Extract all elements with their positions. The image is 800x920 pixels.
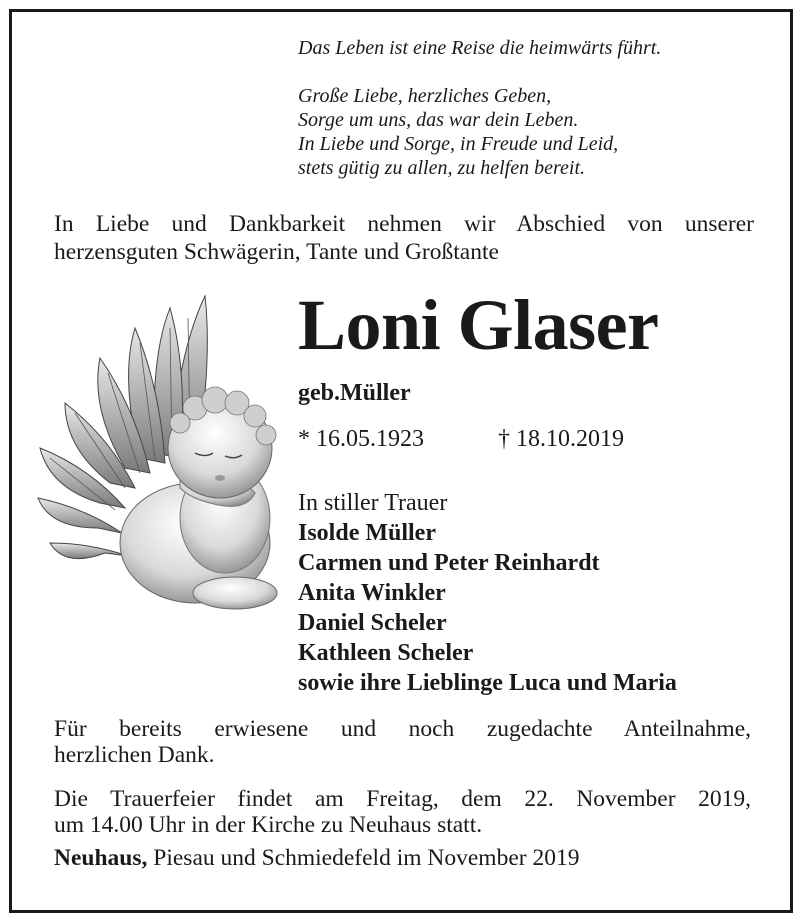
poem xyxy=(298,36,778,180)
angel-figure-icon xyxy=(30,288,292,618)
mourner-name: Kathleen Scheler xyxy=(298,640,474,666)
poem-line: In Liebe und Sorge, in Freude und Leid, xyxy=(298,133,619,155)
thanks-line: herzlichen Dank. xyxy=(54,742,215,768)
mourner-name: Carmen und Peter Reinhardt xyxy=(298,550,600,576)
mourner-name: Anita Winkler xyxy=(298,580,446,606)
intro-line: herzensguten Schwägerin, Tante und Großtante xyxy=(54,239,499,265)
poem-line: stets gütig zu allen, zu helfen bereit. xyxy=(298,157,586,179)
mourners-list xyxy=(298,488,768,698)
intro-line: In Liebe und Dankbarkeit nehmen wir Abschied von unserer xyxy=(54,211,754,237)
place-town: Neuhaus, xyxy=(54,845,148,871)
mourner-name: sowie ihre Lieblinge Luca und Maria xyxy=(298,670,677,696)
poem-line: Große Liebe, herzliches Geben, xyxy=(298,85,552,107)
service-line: um 14.00 Uhr in der Kirche zu Neuhaus statt. xyxy=(54,812,483,838)
service-info xyxy=(54,786,751,838)
deceased-name: Loni Glaser xyxy=(298,285,659,365)
thanks-text xyxy=(54,716,751,768)
mourner-name: Daniel Scheler xyxy=(298,610,447,636)
intro-text xyxy=(54,210,754,266)
thanks-line: Für bereits erwiesene und noch zugedachte Anteilnahme, xyxy=(54,716,751,742)
poem-motto: Das Leben ist eine Reise die heimwärts führt. xyxy=(298,37,662,59)
mourner-name: Isolde Müller xyxy=(298,520,436,546)
service-line: Die Trauerfeier findet am Freitag, dem 22. November 2019, xyxy=(54,786,751,812)
place-rest: Piesau und Schmiedefeld im November 2019 xyxy=(147,845,580,871)
death-date: † 18.10.2019 xyxy=(498,426,624,452)
born-name: geb.Müller xyxy=(298,380,411,406)
poem-line: Sorge um uns, das war dein Leben. xyxy=(298,109,579,131)
birth-date: * 16.05.1923 xyxy=(298,426,424,452)
life-dates xyxy=(298,426,698,453)
place-date xyxy=(54,845,754,872)
mourning-heading: In stiller Trauer xyxy=(298,490,448,516)
